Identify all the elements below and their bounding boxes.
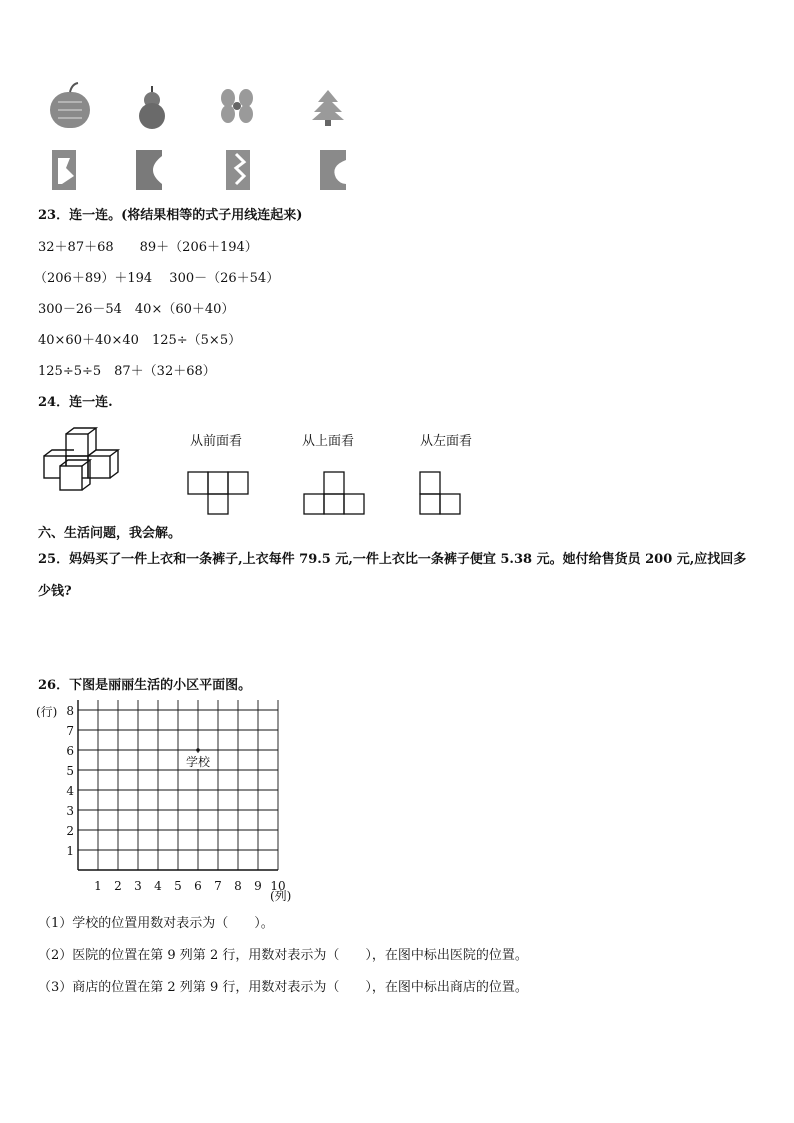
cutout-shapes-figure [40, 80, 370, 200]
q23-row-5: 125÷5÷5 87＋（32＋68） [38, 364, 216, 379]
y-axis-label: (行) [36, 705, 58, 719]
tree-shape [312, 90, 344, 126]
cube-stack-figure [40, 424, 136, 496]
grid-ticks [59, 700, 286, 893]
x-tick-label: 7 [214, 879, 222, 893]
view-label-front: 从前面看 [190, 434, 243, 449]
y-tick-label: 2 [66, 824, 74, 838]
view-label-left: 从左面看 [420, 434, 473, 449]
x-tick-label: 6 [194, 879, 202, 893]
q23-row-3: 300－26－54 40×（60＋40） [38, 302, 235, 317]
y-tick-label: 5 [66, 764, 74, 778]
q23-row-1: 32＋87＋68 89＋（206＋194） [38, 240, 258, 255]
x-tick-label: 3 [134, 879, 142, 893]
y-tick-label: 7 [66, 724, 74, 738]
y-tick-label: 6 [66, 744, 74, 758]
flower-shape [221, 89, 253, 123]
view-shape-1 [186, 470, 250, 516]
x-tick-label: 8 [234, 879, 242, 893]
q24-title: 24．连一连. [38, 395, 113, 410]
q23-title: 23．连一连。(将结果相等的式子用线连起来) [38, 208, 303, 223]
q26-sub-2: （2）医院的位置在第 9 列第 2 行，用数对表示为（ ），在图中标出医院的位置。 [38, 948, 528, 963]
x-tick-label: 2 [114, 879, 122, 893]
coordinate-grid-chart [34, 700, 304, 910]
y-tick-label: 3 [66, 804, 74, 818]
q25-line-2: 少钱? [38, 584, 72, 599]
folded-paper-d [320, 150, 346, 190]
folded-paper-b [136, 150, 162, 190]
x-tick-label: 5 [174, 879, 182, 893]
apple-shape [50, 83, 90, 128]
q25-line-1: 25．妈妈买了一件上衣和一条裤子,上衣每件 79.5 元,一件上衣比一条裤子便宜 5.38 元。她付给售货员 200 元,应找回多 [38, 552, 747, 567]
y-tick-label: 8 [66, 704, 74, 718]
school-point-label: 学校 [185, 755, 211, 769]
view-shape-3 [418, 470, 464, 516]
y-tick-label: 1 [66, 844, 74, 858]
q26-sub-3: （3）商店的位置在第 2 列第 9 行，用数对表示为（ ），在图中标出商店的位置。 [38, 980, 528, 995]
q23-row-2: （206＋89）＋194 300－（26＋54） [34, 271, 280, 286]
y-tick-label: 4 [66, 784, 74, 798]
folded-paper-c [226, 150, 250, 190]
gourd-shape [139, 86, 165, 129]
q26-title: 26．下图是丽丽生活的小区平面图。 [38, 678, 252, 693]
x-tick-label: 4 [154, 879, 162, 893]
x-tick-label: 1 [94, 879, 102, 893]
section-6-title: 六、生活问题，我会解。 [38, 526, 182, 541]
x-tick-label: 10 [270, 879, 286, 893]
grid-points [184, 748, 212, 769]
folded-paper-a [52, 150, 76, 190]
grid-lines [78, 700, 278, 870]
x-tick-label: 9 [254, 879, 262, 893]
view-shape-2 [302, 470, 366, 516]
school-point-marker [196, 748, 200, 752]
q26-sub-1: （1）学校的位置用数对表示为（ ）。 [38, 916, 274, 931]
view-label-top: 从上面看 [302, 434, 355, 449]
q23-row-4: 40×60＋40×40 125÷（5×5） [38, 333, 242, 348]
x-axis-label: (列) [270, 889, 292, 903]
